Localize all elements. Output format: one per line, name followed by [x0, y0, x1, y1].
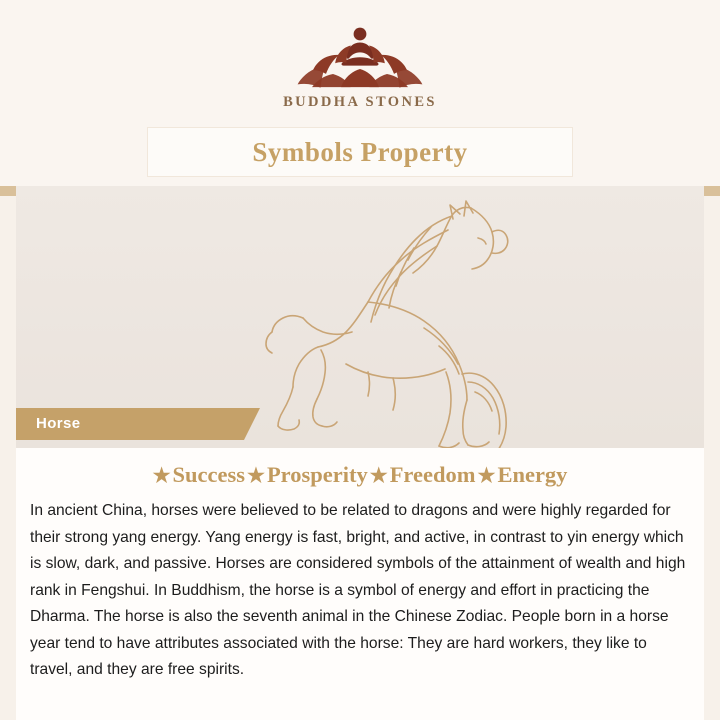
- description-panel: [16, 448, 704, 720]
- lotus-meditation-icon: [285, 22, 435, 88]
- star-icon-4: ★: [477, 465, 496, 487]
- keyword-success: Success: [172, 462, 245, 487]
- keyword-list: [16, 462, 704, 488]
- title-band: [148, 128, 572, 176]
- category-label: Horse: [36, 415, 81, 432]
- page-title: Symbols Property: [252, 137, 468, 167]
- star-icon-3: ★: [369, 465, 388, 487]
- category-ribbon: [16, 408, 244, 440]
- brand-name: BUDDHA STONES: [283, 94, 437, 110]
- star-icon-1: ★: [152, 465, 171, 487]
- description-text: In ancient China, horses were believed to be related to dragons and were highly regarded for their strong yang energy. Yang energy is fast, bright, and active, in contrast to yin energy which is slow, dark, and passive. Horses are considered symbols of the attainment of wealth and high rank in Fengshui. In Buddhism, the horse is a symbol of energy and effort in practicing the Dharma. The horse is also the seventh animal in the Chinese Zodiac. People born in a horse year tend to have attributes associated with the horse: They are hard workers, they like to travel, and they are free spirits.: [30, 502, 686, 678]
- keyword-prosperity: Prosperity: [266, 462, 368, 487]
- header: [0, 0, 720, 186]
- keyword-energy: Energy: [497, 462, 568, 487]
- brand-block: [0, 22, 720, 111]
- keyword-freedom: Freedom: [389, 462, 476, 487]
- star-icon-2: ★: [247, 465, 265, 487]
